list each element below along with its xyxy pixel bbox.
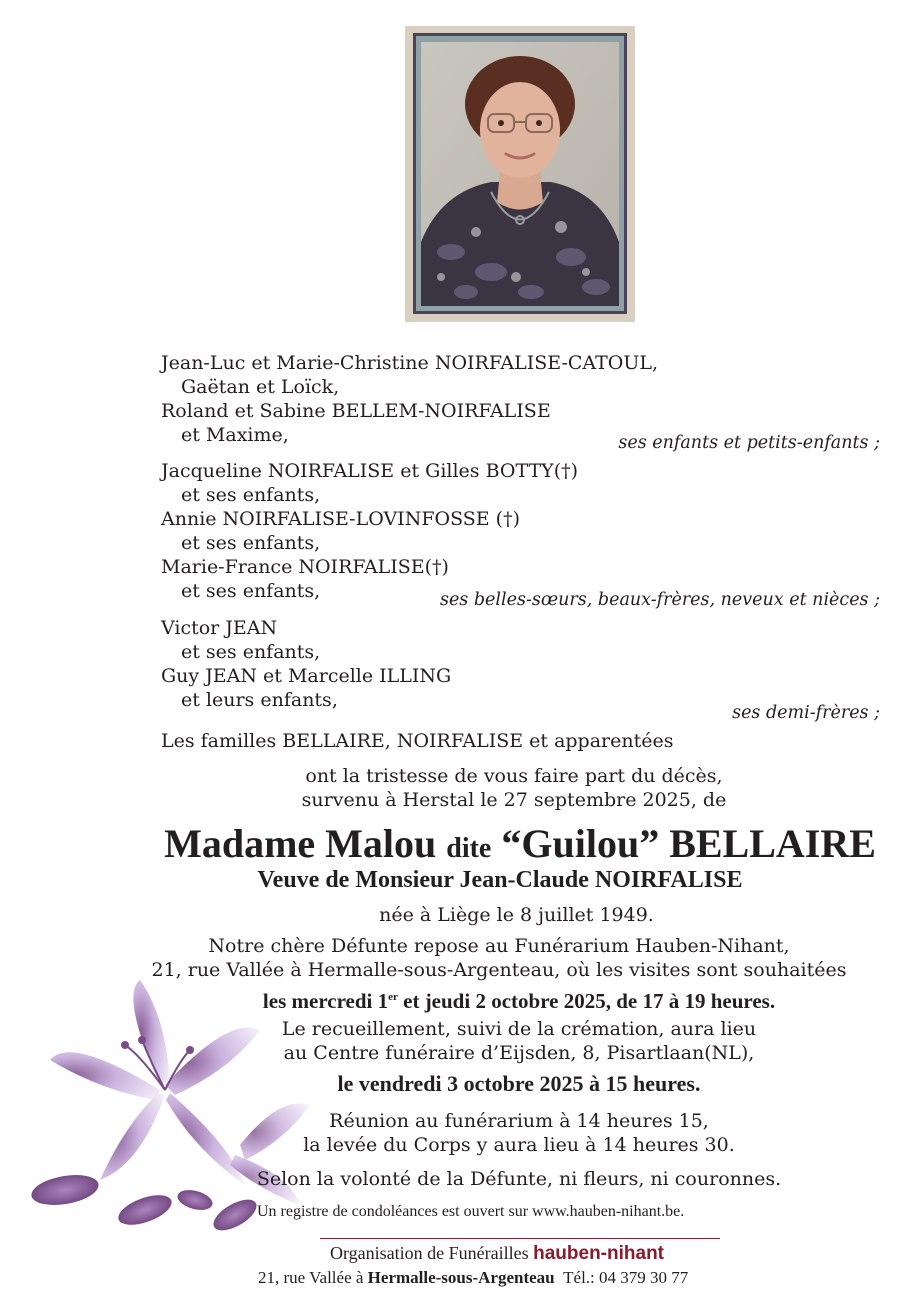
ordinal-suffix: er [388, 991, 398, 1003]
family-line: Guy JEAN et Marcelle ILLING [161, 665, 452, 687]
birth-line: née à Liège le 8 juillet 1949. [379, 904, 654, 926]
family-line: Annie NOIRFALISE-LOVINFOSSE (†) [161, 508, 521, 530]
nickname-marker: dite [446, 833, 492, 864]
announcement-line: ont la tristesse de vous faire part du décès, [305, 765, 723, 787]
ceremony-line: Le recueillement, suivi de la crémation, aura lieu [281, 1018, 757, 1040]
family-line: et ses enfants, [181, 532, 321, 554]
family-line: et leurs enfants, [181, 689, 338, 711]
dates-text: les mercredi 1 [262, 989, 389, 1013]
half-brothers-group [161, 616, 451, 712]
widow-line: Veuve de Monsieur Jean-Claude NOIRFALISE [257, 867, 743, 893]
half-brothers-relation: ses demi-frères ; [732, 703, 880, 723]
family-line: et ses enfants, [181, 580, 321, 602]
visitation-line: 21, rue Vallée à Hermalle-sous-Argenteau, où les visites sont souhaitées [151, 959, 847, 981]
footer-address [258, 1268, 688, 1288]
family-line: et ses enfants, [181, 484, 321, 506]
registry-line: Un registre de condoléances est ouvert sur www.hauben-nihant.be. [257, 1203, 685, 1220]
family-line: Gaëtan et Loïck, [181, 376, 340, 398]
visitation-dates [0, 985, 918, 1013]
portrait-photo [421, 42, 619, 306]
ceremony-meeting: Réunion au funérarium à 14 heures 15, [329, 1110, 709, 1132]
footer-organisation [330, 1243, 664, 1265]
family-line: et ses enfants, [181, 641, 321, 663]
family-line: Marie-France NOIRFALISE(†) [161, 556, 449, 578]
children-relation: ses enfants et petits-enfants ; [618, 433, 880, 453]
brand-logo: hauben-nihant [533, 1243, 665, 1264]
deceased-name [110, 820, 918, 867]
dates-text: et jeudi 2 octobre 2025, de 17 à 19 heures. [397, 989, 776, 1013]
visitation-line: Notre chère Défunte repose au Funérarium Hauben-Nihant, [208, 935, 790, 957]
family-line: et Maxime, [181, 424, 289, 446]
in-laws-group [161, 459, 578, 603]
family-line: Victor JEAN [161, 617, 278, 639]
name-part: “Guilou” BELLAIRE [501, 821, 876, 866]
name-part: Madame Malou [164, 821, 437, 866]
portrait-illustration [421, 42, 619, 306]
children-group [161, 351, 658, 447]
ceremony-line: au Centre funéraire d’Eijsden, 8, Pisartlaan(NL), [283, 1042, 755, 1064]
family-line: Jacqueline NOIRFALISE et Gilles BOTTY(†) [161, 460, 579, 482]
families-line: Les familles BELLAIRE, NOIRFALISE et apparentées [161, 730, 674, 752]
lily-flowers-decoration [30, 975, 330, 1235]
phone: Tél.: 04 379 30 77 [563, 1268, 689, 1287]
ceremony-meeting: la levée du Corps y aura lieu à 14 heures 30. [303, 1134, 735, 1156]
address-prefix: 21, rue Vallée à [258, 1268, 364, 1287]
org-prefix: Organisation de Funérailles [330, 1243, 529, 1263]
ceremony-date: le vendredi 3 octobre 2025 à 15 heures. [337, 1071, 701, 1096]
footer-divider [320, 1238, 720, 1239]
in-laws-relation: ses belles-sœurs, beaux-frères, neveux et nièces ; [439, 590, 880, 610]
wishes-line: Selon la volonté de la Défunte, ni fleurs, ni couronnes. [256, 1168, 782, 1190]
family-line: Roland et Sabine BELLEM-NOIRFALISE [161, 400, 551, 422]
family-line: Jean-Luc et Marie-Christine NOIRFALISE-CATOUL, [161, 352, 659, 374]
address-town: Hermalle-sous-Argenteau [367, 1268, 555, 1287]
announcement-line: survenu à Herstal le 27 septembre 2025, de [301, 789, 727, 811]
